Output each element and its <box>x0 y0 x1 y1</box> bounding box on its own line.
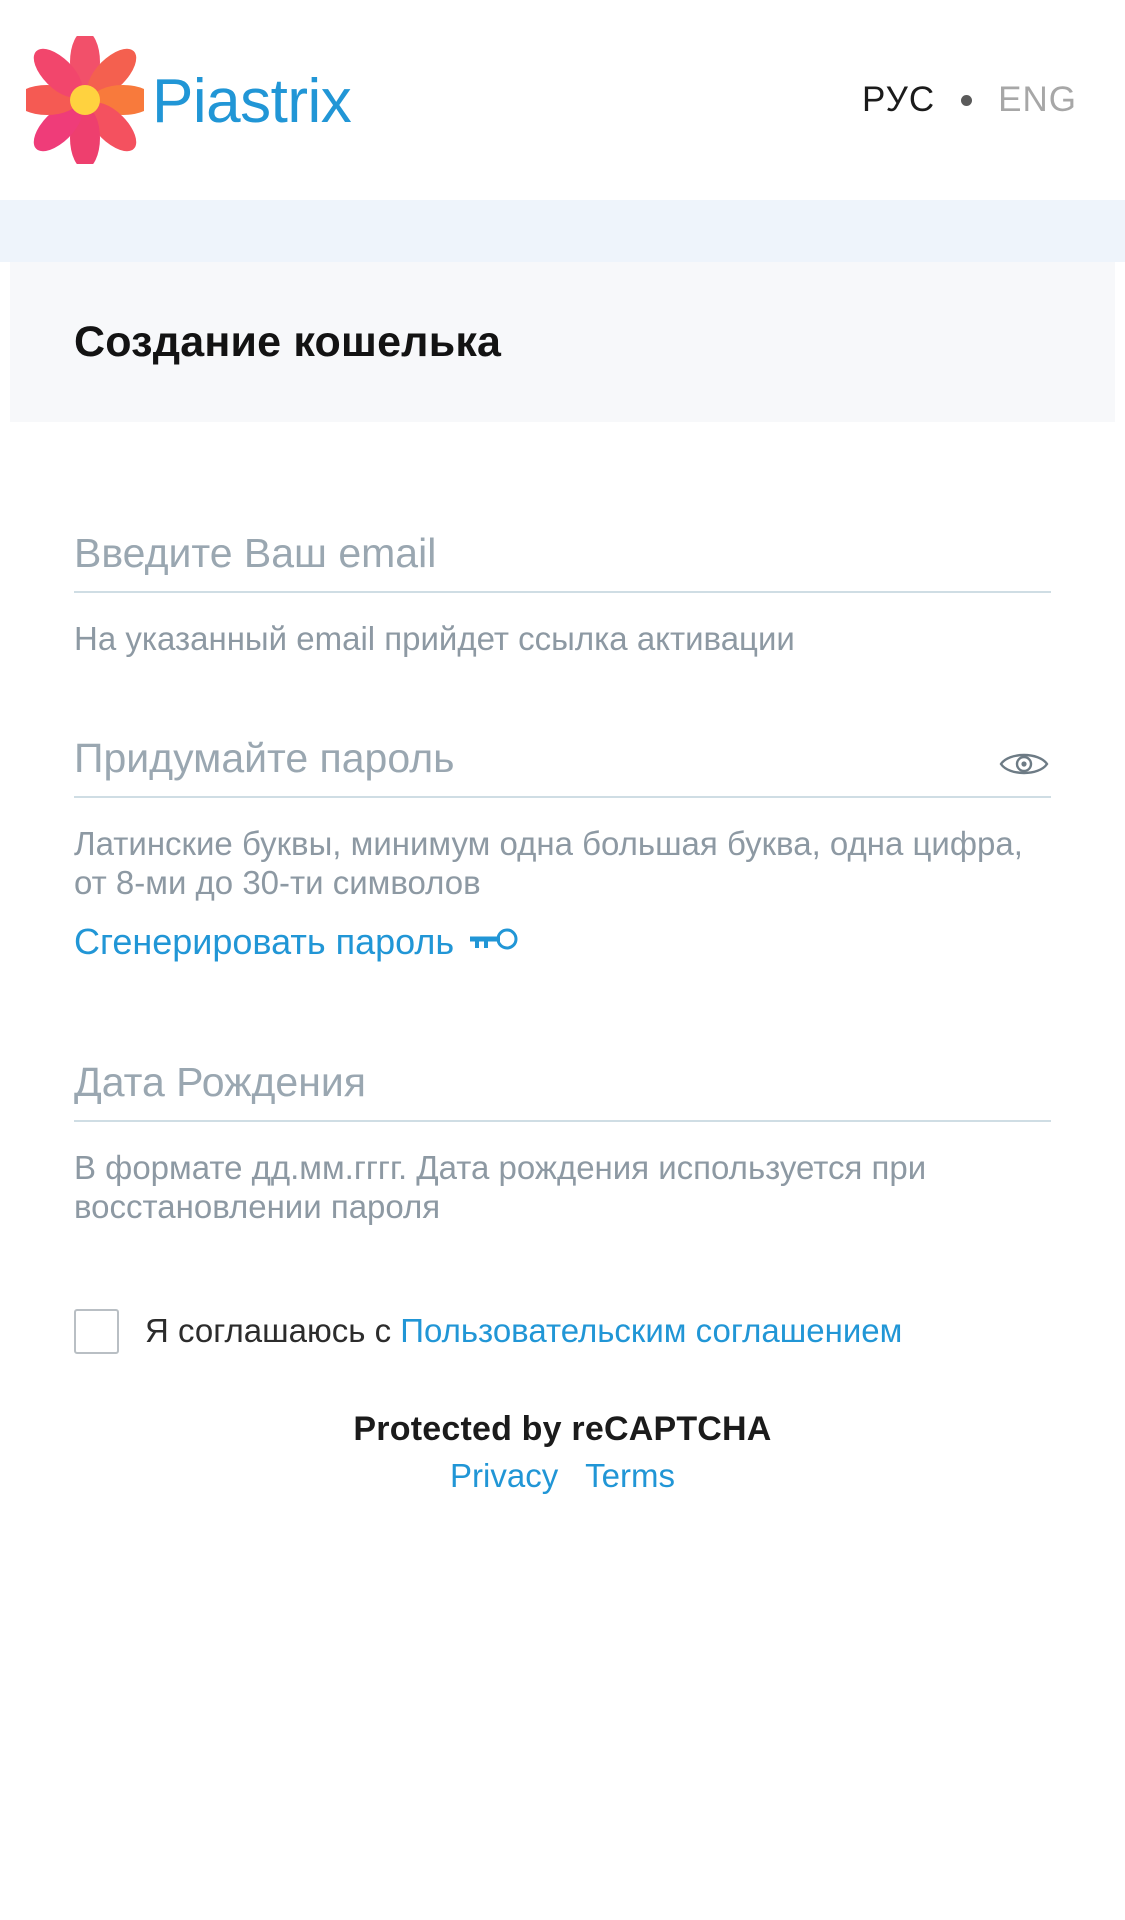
eye-icon[interactable] <box>997 744 1051 784</box>
title-band-top <box>0 200 1125 262</box>
spacer-password-birthdate <box>74 963 1051 1059</box>
generate-password-label: Сгенерировать пароль <box>74 920 455 962</box>
agreement-label: Я соглашаюсь с <box>145 1312 401 1350</box>
agreement-checkbox[interactable] <box>74 1309 119 1354</box>
privacy-link[interactable]: Privacy <box>450 1456 559 1494</box>
links-space <box>567 1457 576 1494</box>
page-title-card <box>10 262 1115 422</box>
password-field-group <box>74 735 1051 963</box>
generate-password-link[interactable] <box>74 921 518 963</box>
recaptcha-notice <box>74 1410 1051 1495</box>
email-hint: На указанный email прийдет ссылка активации <box>74 620 795 657</box>
agreement-text-wrap <box>145 1312 902 1350</box>
email-input[interactable] <box>74 530 1051 591</box>
language-switcher <box>862 80 1077 120</box>
page-title: Создание кошелька <box>74 317 502 366</box>
key-icon <box>466 921 518 963</box>
spacer-email-password <box>74 659 1051 735</box>
birthdate-field-group <box>74 1059 1051 1227</box>
email-input-row <box>74 530 1051 591</box>
brand-name: Piastrix <box>152 67 352 136</box>
user-agreement-link[interactable]: Пользовательским соглашением <box>400 1312 903 1350</box>
lang-separator-dot <box>961 95 972 106</box>
birthdate-input-row <box>74 1059 1051 1120</box>
recaptcha-text: Protected by reCAPTCHA <box>353 1409 772 1448</box>
password-hint: Латинские буквы, минимум одна большая буква, одна цифра, от 8-ми до 30-ти символов <box>74 824 1023 902</box>
recaptcha-links <box>74 1457 1051 1495</box>
lang-en-button[interactable]: ENG <box>998 80 1077 119</box>
password-input-row <box>74 735 1051 796</box>
flower-logo-icon <box>26 36 144 164</box>
password-input[interactable] <box>74 735 1051 796</box>
password-underline <box>74 796 1051 798</box>
birthdate-input[interactable] <box>74 1059 1051 1120</box>
email-underline <box>74 591 1051 593</box>
terms-link[interactable]: Terms <box>585 1456 675 1494</box>
page-header <box>0 0 1125 200</box>
email-field-group <box>74 530 1051 659</box>
brand-logo[interactable] <box>26 36 351 164</box>
registration-form <box>0 530 1125 1495</box>
birthdate-underline <box>74 1120 1051 1122</box>
lang-ru-button[interactable]: РУС <box>862 80 936 119</box>
birthdate-hint: В формате дд.мм.гггг. Дата рождения используется при восстановлении пароля <box>74 1148 927 1226</box>
agreement-row <box>74 1309 1051 1354</box>
